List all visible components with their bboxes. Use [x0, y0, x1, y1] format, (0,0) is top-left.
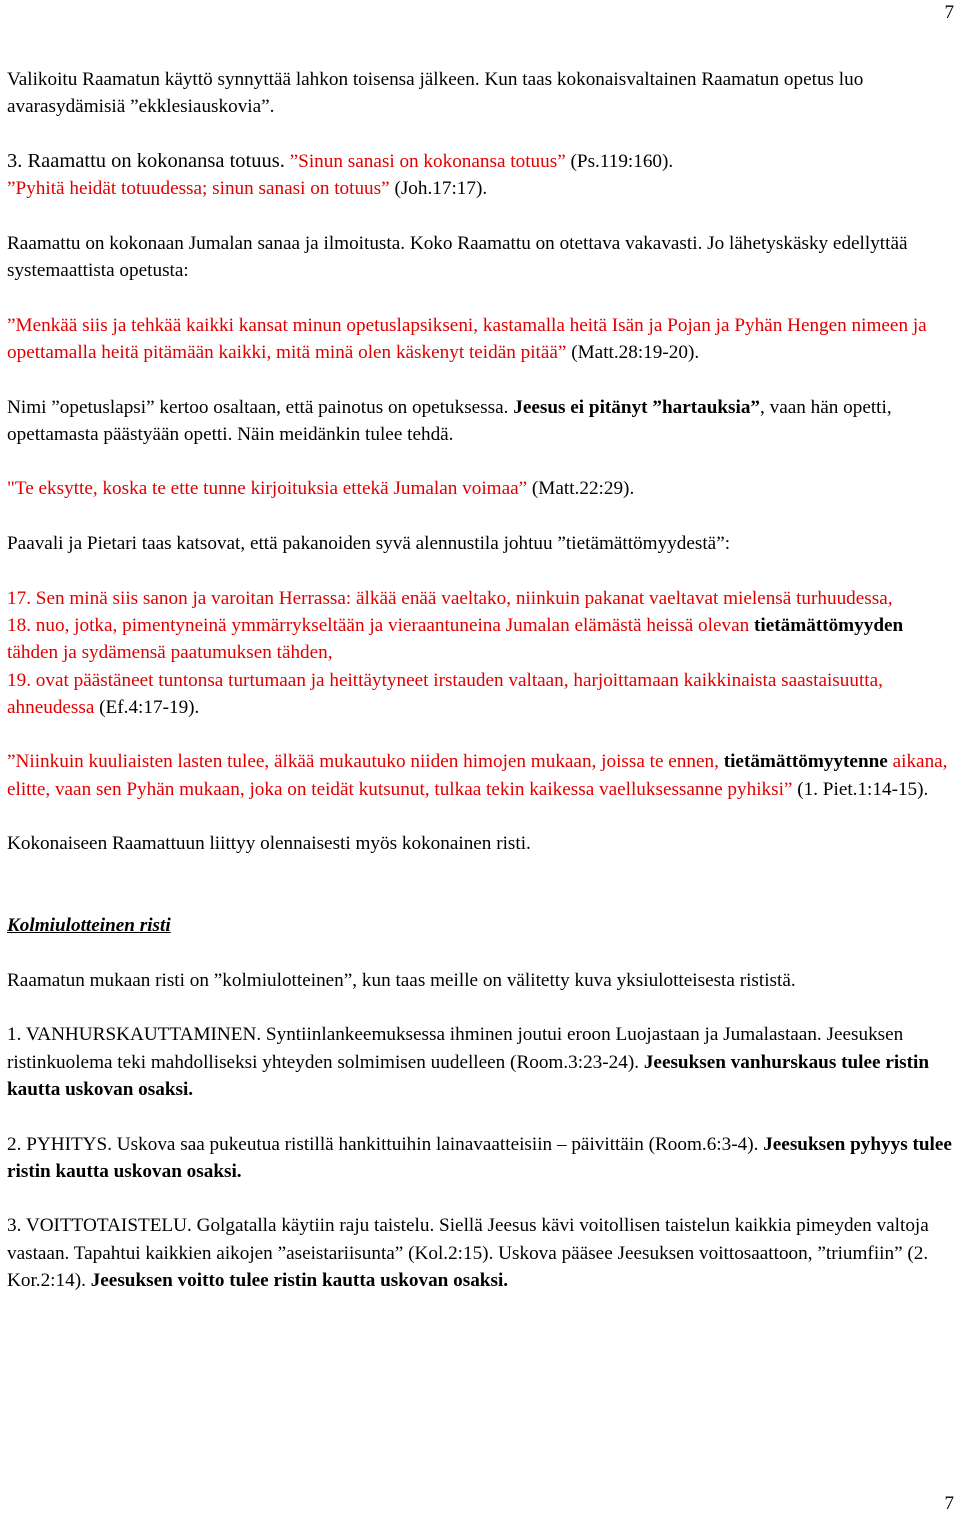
page-number-top: 7 — [944, 2, 954, 23]
paragraph-1: Valikoitu Raamatun käyttö synnyttää lahkon toisensa jälkeen. Kun taas kokonaisvaltainen Raamatun opetus luo avarasydämisiä ”ekklesiauskovia”. — [7, 69, 864, 118]
paragraph-13-bold: Jeesuksen pyhyys tulee ristin kautta uskovan osaksi. — [7, 1133, 952, 1182]
paragraph-9 — [7, 748, 957, 803]
verse-18-bold: tietämättömyyden — [754, 614, 904, 636]
paragraph-12-bold: Jeesuksen vanhurskaus tulee ristin kautta uskovan osaksi. — [7, 1051, 930, 1100]
quote-joh17: ”Pyhitä heidät totuudessa; sinun sanasi on totuus” — [7, 178, 395, 200]
paragraph-2 — [7, 148, 957, 203]
paragraph-3: Raamattu on kokonaan Jumalan sanaa ja ilmoitusta. Koko Raamattu on otettava vakavasti. Jo lähetyskäsky edellyttää systemaattista opetusta: — [7, 232, 908, 282]
quote-ps119: ”Sinun sanasi on kokonansa totuus” — [284, 150, 571, 172]
document-body — [7, 66, 957, 1322]
verse-19: 19. ovat päästäneet tuntonsa turtumaan ja heittäytyneet irstauden valtaan, harjoittamaan kaikkinaista saastaisuutta, ahneudessa — [7, 669, 883, 718]
paragraph-4 — [7, 312, 957, 367]
paragraph-13 — [7, 1131, 957, 1186]
verse-18c: tähden ja sydämensä paatumuksen tähden, — [7, 642, 333, 664]
ref-matt22: (Matt.22:29). — [531, 478, 635, 500]
quote-matt22: "Te eksytte, koska te ette tunne kirjoituksia ettekä Jumalan voimaa” — [7, 478, 532, 500]
verse-18a: 18. nuo, jotka, pimentyneinä ymmärrykseltään ja vieraantuneina Jumalan elämästä heissä olevan — [7, 614, 755, 636]
paragraph-10: Kokonaiseen Raamattuun liittyy olennaisesti myös kokonainen risti. — [7, 833, 531, 855]
section-heading: Kolmiulotteinen risti — [7, 915, 171, 937]
quote-matt28: ”Menkää siis ja tehkää kaikki kansat minun opetuslapsikseni, kastamalla heitä Isän ja Pojan ja Pyhän Hengen nimeen ja opettamalla heitä pitämään kaikki, mitä minä olen käskenyt teidän pitää” — [7, 314, 927, 363]
paragraph-14 — [7, 1212, 957, 1294]
paragraph-12-text: 1. VANHURSKAUTTAMINEN. Syntiinlankeemuksessa ihminen joutui eroon Luojastaan ja Jumalastaan. Jeesuksen ristinkuolema teki mahdolliseksi yhteyden solmimisen uudelleen (Room.3:23-24). — [7, 1024, 904, 1073]
verse-17: 17. Sen minä siis sanon ja varoitan Herrassa: älkää enää vaeltako, niinkuin pakanat vaeltavat mielensä turhuudessa, — [7, 587, 893, 609]
ref-joh17: (Joh.17:17). — [394, 178, 488, 200]
section-3-title: 3. Raamattu on kokonansa totuus. — [7, 149, 285, 172]
page-number-bottom: 7 — [944, 1493, 954, 1514]
paragraph-5-text: Nimi ”opetuslapsi” kertoo osaltaan, että painotus on opetuksessa. — [7, 396, 514, 418]
paragraph-8 — [7, 585, 957, 721]
ref-ef4: (Ef.4:17-19). — [99, 696, 200, 718]
quote-piet1-c: aikana, elitte, vaan sen Pyhän mukaan, joka on teidät kutsunut, tulkaa tekin kaikessa vaelluksessanne pyhiksi” — [7, 751, 948, 800]
quote-piet1-a: ”Niinkuin kuuliaisten lasten tulee, älkää mukautuko niiden himojen mukaan, joissa te ennen, — [7, 751, 724, 773]
paragraph-13-text: 2. PYHITYS. Uskova saa pukeutua ristillä hankittuihin lainavaatteisiin – päivittäin (Room.6:3-4). — [7, 1133, 764, 1155]
paragraph-12 — [7, 1021, 957, 1103]
paragraph-5-bold: Jeesus ei pitänyt ”hartauksia” — [513, 396, 761, 418]
paragraph-5 — [7, 394, 957, 449]
ref-ps119: (Ps.119:160). — [570, 150, 674, 172]
paragraph-6 — [7, 475, 957, 502]
paragraph-5-rest: , vaan hän opetti, opettamasta päästyään opetti. Näin meidänkin tulee tehdä. — [7, 396, 892, 445]
ref-piet1: (1. Piet.1:14-15). — [797, 778, 929, 800]
quote-piet1-bold: tietämättömyytenne — [723, 751, 888, 773]
paragraph-7: Paavali ja Pietari taas katsovat, että pakanoiden syvä alennustila johtuu ”tietämättömyydestä”: — [7, 533, 731, 555]
ref-matt28: (Matt.28:19-20). — [571, 341, 700, 363]
paragraph-14-text: 3. VOITTOTAISTELU. Golgatalla käytiin raju taistelu. Siellä Jeesus kävi voitollisen taistelun kaikkia pimeyden valtoja vastaan. Tapahtui kaikkien aikojen ”aseistariisunta” (Kol.2:15). Uskova pääsee Jeesuksen voittosaattoon, ”triumfiin” (2. Kor.2:14). — [7, 1215, 929, 1292]
paragraph-11: Raamatun mukaan risti on ”kolmiulotteinen”, kun taas meille on välitetty kuva yksiulotteisesta rististä. — [7, 969, 796, 991]
paragraph-14-bold: Jeesuksen voitto tulee ristin kautta uskovan osaksi. — [90, 1270, 509, 1292]
